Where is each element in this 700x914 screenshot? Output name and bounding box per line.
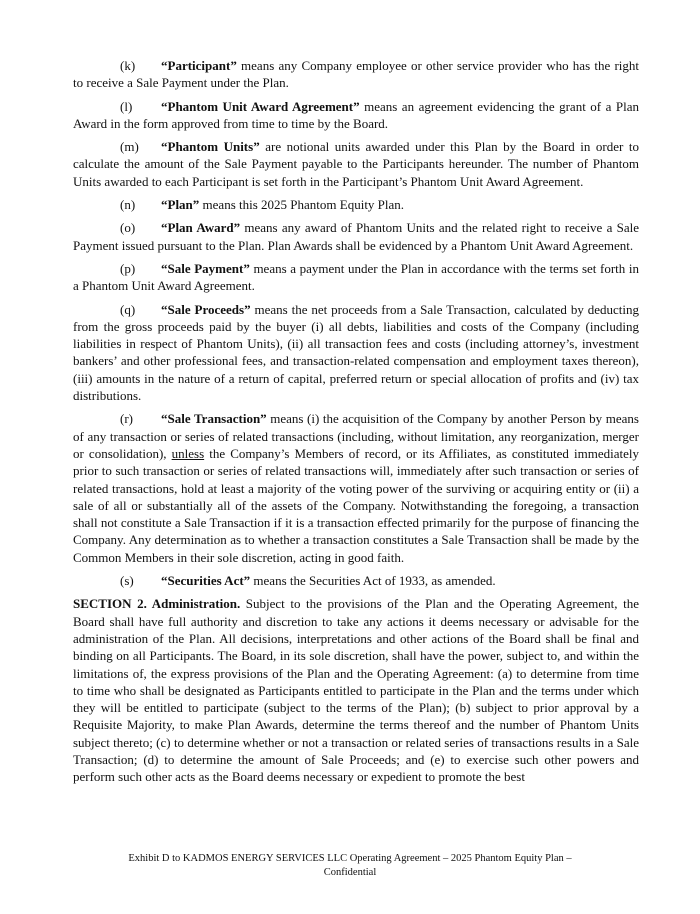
definition-label: (k) (120, 58, 136, 73)
definition-text: means (i) the acquisition of the Company by another Person by means of any transaction or series of related transactions (including, without limitation, any reorganization, merger or consolidation), (73, 411, 639, 461)
definition-label: (q) (120, 301, 136, 317)
definition-k (73, 57, 639, 92)
section-text: Subject to the provisions of the Plan and the Operating Agreement, the Board shall have full authority and discretion to take any actions it deems necessary or advisable for the administration of the Plan. All decisions, interpretations and other actions of the Board shall be final and binding on all Participants. The Board, in its sole discretion, shall have the power, subject to, and within the limitations of, the express provisions of the Plan and the Operating Agreement: (a) to determine from time to time who shall be designated as Participants entitled to participate in the Plan and the terms under which they will be entitled to participate (subject to the terms of the Plan); (b) subject to prior approval by a Requisite Majority, to make Plan Awards, determine the terms thereof and the number of Phantom Units subject thereto; (c) to determine whether or not a transaction or related series of transactions results in a Sale Transaction; (d) to determine the amount of Sale Proceeds; and (e) to exercise such other powers and perform such other acts as the Board deems necessary or expedient to promote the best (73, 596, 639, 785)
document-body (73, 57, 639, 786)
definition-text: means any award of Phantom Units and the related right to receive a Sale Payment issued pursuant to the Plan. Plan Awards shall be evidenced by a Phantom Unit Award Agreement. (73, 220, 639, 253)
definition-label: (o) (120, 220, 136, 236)
section-2-administration (73, 595, 639, 785)
definition-term: “Plan” (161, 197, 200, 213)
definition-term: “Plan Award” (161, 220, 241, 236)
definition-text: the Company’s Members of record, or its Affiliates, as constituted immediately prior to such transaction or series of related transactions will, immediately after such transaction or series of related transactions, hold at least a majority of the voting power of the surviving or acquiring entity or (ii) a sale of all or substantially all of the assets of the Company. Notwithstanding the foregoing, a transaction shall not constitute a Sale Transaction if it is a transaction effected primarily for the purpose of financing the Company. Any determination as to whether a transaction constitutes a Sale Transaction shall be made by the Common Members in their sole discretion, acting in good faith. (73, 445, 639, 565)
definition-text: means an agreement evidencing the grant of a Plan Award in the form approved from time to time by the Board. (73, 98, 640, 131)
definition-label: (n) (120, 197, 136, 213)
definition-term: “Securities Act” (161, 573, 251, 589)
footer-line: Confidential (323, 867, 377, 878)
definition-term: “Phantom Units” (161, 139, 260, 155)
page-footer (80, 852, 620, 880)
definition-label: (r) (120, 411, 133, 427)
section-heading: SECTION 2. Administration. (73, 596, 241, 612)
definition-r (73, 410, 639, 566)
definition-label: (p) (120, 260, 136, 276)
definition-text: are notional units awarded under this Plan by the Board in order to calculate the amount of the Sale Payment payable to the Participants hereunder. The number of Phantom Units awarded to each Participant is set forth in the Participant’s Phantom Unit Award Agreement. (73, 139, 639, 189)
definition-term: “Sale Transaction” (161, 411, 267, 427)
definition-s (73, 572, 639, 589)
definition-term: “Participant” (161, 58, 237, 73)
definition-n (73, 196, 639, 213)
definition-text: means the net proceeds from a Sale Transaction, calculated by deducting from the gross proceeds paid by the buyer (i) all debts, liabilities and costs of the Company (including liabilities in respect of Phantom Units), (ii) all transaction fees and costs (including attorney’s, investment bankers’ and other professional fees, and transaction-related compensation and employment taxes thereon), (iii) amounts in the nature of a return of capital, preferred return or special allocation of profits and (iv) tax distributions. (73, 301, 639, 404)
definition-label: (s) (120, 573, 134, 589)
definition-label: (m) (120, 139, 139, 155)
definition-text: means this 2025 Phantom Equity Plan. (199, 197, 405, 213)
definition-p (73, 260, 639, 295)
definition-text: means a payment under the Plan in accordance with the terms set forth in a Phantom Unit Award Agreement. (73, 260, 639, 294)
definition-q (73, 301, 639, 405)
definition-text: means the Securities Act of 1933, as amended. (250, 573, 496, 589)
definition-term: “Phantom Unit Award Agreement” (161, 98, 360, 114)
definition-term: “Sale Proceeds” (161, 301, 251, 317)
definition-text: means any Company employee or other service provider who has the right to receive a Sale Payment under the Plan. (73, 58, 639, 91)
definition-l (73, 98, 639, 133)
definition-term: “Sale Payment” (161, 260, 250, 276)
definition-o (73, 219, 639, 254)
definition-m (73, 138, 639, 190)
footer-line: Exhibit D to KADMOS ENERGY SERVICES LLC Operating Agreement – 2025 Phantom Equity Plan – (128, 853, 572, 864)
underlined-word: unless (171, 445, 205, 461)
definition-label: (l) (120, 98, 133, 114)
